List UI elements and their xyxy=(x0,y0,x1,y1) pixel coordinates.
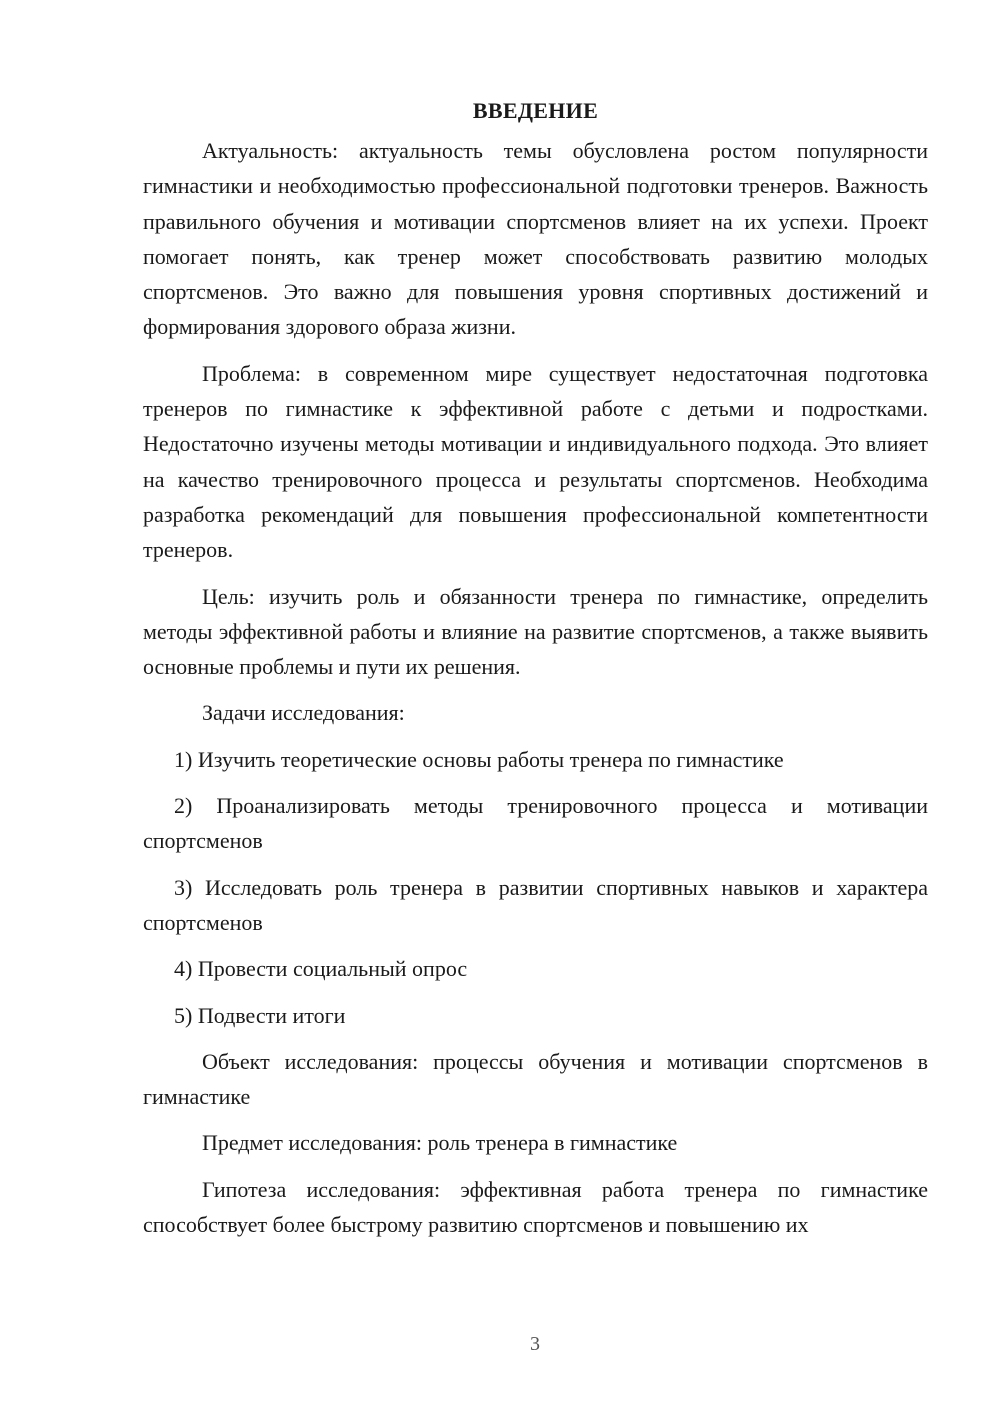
page-title: ВВЕДЕНИЕ xyxy=(472,98,599,123)
tasks-intro: Задачи исследования: xyxy=(202,700,405,726)
relevance-paragraph: Актуальность: актуальность темы обусловлена ростом популярности гимнастики и необходимостью профессиональной подготовки тренеров. Важность правильного обучения и мотивации спортсменов влияет на их успехи. Проект помогает понять, как тренер может способствовать развитию молодых спортсменов. Это важно для повышения уровня спортивных достижений и формирования здорового образа жизни. xyxy=(143,138,928,340)
document-page xyxy=(143,88,928,1253)
subject-paragraph: Предмет исследования: роль тренера в гимнастике xyxy=(202,1130,678,1156)
object-paragraph: Объект исследования: процессы обучения и мотивации спортсменов в гимнастике xyxy=(143,1048,928,1110)
problem-paragraph: Проблема: в современном мире существует недостаточная подготовка тренеров по гимнастике к эффективной работе с детьми и подростками. Недостаточно изучены методы мотивации и индивидуального подхода. Это влияет на качество тренировочного процесса и результаты спортсменов. Необходима разработка рекомендаций для повышения профессиональной компетентности тренеров. xyxy=(143,360,928,563)
task-item-5: 5) Подвести итоги xyxy=(174,1002,346,1028)
page-number: 3 xyxy=(530,1333,540,1355)
task-item-2: 2) Проанализировать методы тренировочного процесса и мотивации спортсменов xyxy=(143,793,928,854)
task-item-4: 4) Провести социальный опрос xyxy=(174,956,468,982)
goal-paragraph: Цель: изучить роль и обязанности тренера по гимнастике, определить методы эффективной работы и влияние на развитие спортсменов, а также выявить основные проблемы и пути их решения. xyxy=(143,583,928,680)
hypothesis-paragraph: Гипотеза исследования: эффективная работа тренера по гимнастике способствует более быстрому развитию спортсменов и повышению их xyxy=(143,1176,928,1238)
task-item-1: 1) Изучить теоретические основы работы тренера по гимнастике xyxy=(174,746,784,772)
task-item-3: 3) Исследовать роль тренера в развитии спортивных навыков и характера спортсменов xyxy=(143,874,928,935)
